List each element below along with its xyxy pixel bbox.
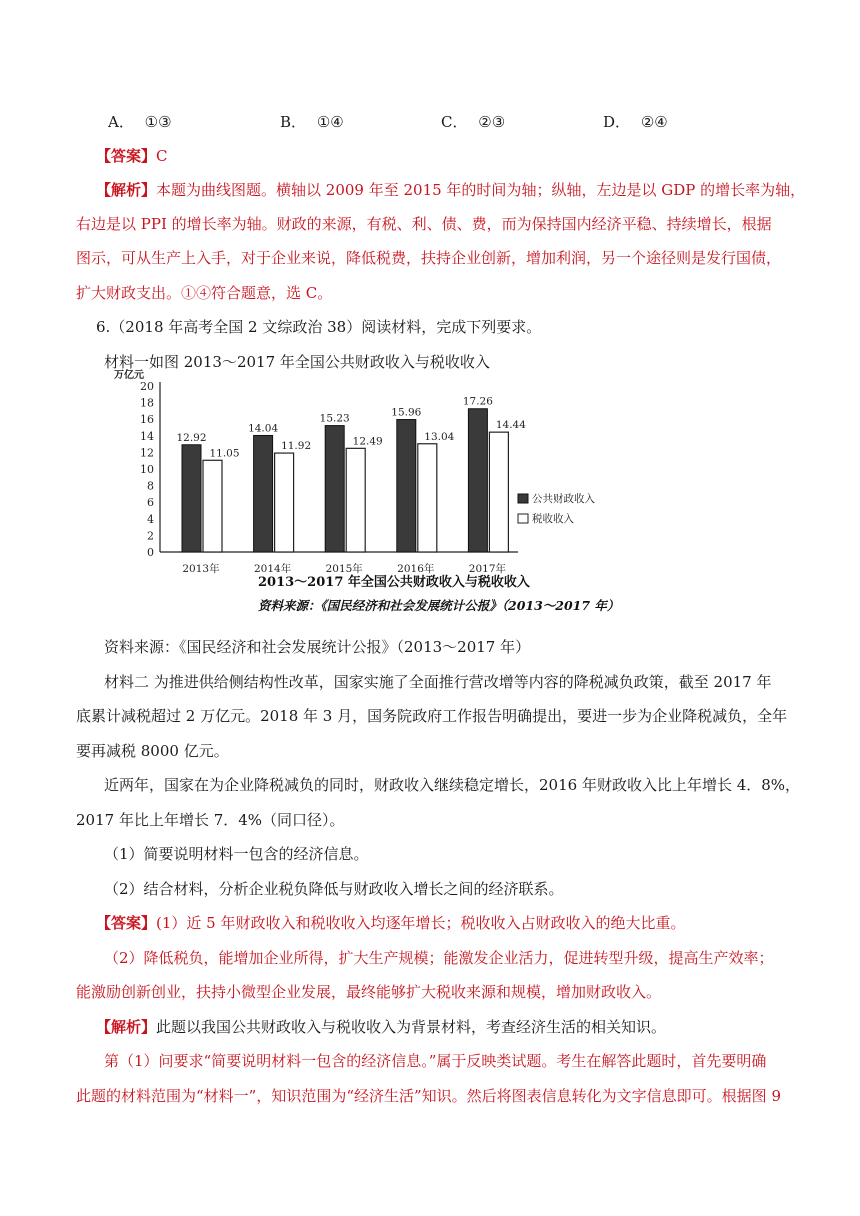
analysis6-line: 第（1）问要求“简要说明材料一包含的经济信息。”属于反映类试题。考生在解答此题时，首先要明确: [104, 1052, 767, 1070]
question-title: 6.（2018 年高考全国 2 文综政治 38）阅读材料，完成下列要求。: [96, 318, 542, 336]
y-tick-label: 4: [147, 512, 154, 526]
y-tick-label: 18: [140, 396, 154, 410]
material2-line: 材料二 为推进供给侧结构性改革，国家实施了全面推行营改增等内容的降税减负政策，截至 2017 年: [104, 673, 772, 691]
x-tick-label: 2017年: [468, 563, 507, 575]
analysis-text: 本题为曲线图题。横轴以 2009 年至 2015 年的时间为轴；纵轴，左边是以 GDP 的增长率为轴，: [156, 181, 806, 199]
bar-chart: [110, 364, 650, 624]
bar-public-revenue: [182, 445, 201, 552]
option-letter: B．: [280, 113, 307, 131]
option-text: ②③: [478, 113, 506, 131]
data-label: 13.04: [424, 430, 455, 443]
answer6-line: （2）降低税负，能增加企业所得，扩大生产规模；能激发企业活力，促进转型升级，提高生产效率；: [104, 949, 774, 967]
analysis-line: 扩大财政支出。①④符合题意，选 C。: [76, 284, 333, 302]
analysis-line: 图示，可从生产上入手，对于企业来说，降低税费，扶持企业创新，增加利润，另一个途径则是发行国债，: [76, 249, 782, 267]
y-tick-label: 20: [140, 380, 154, 393]
option-a: [108, 111, 172, 132]
analysis6-text: 此题以我国公共财政收入与税收收入为背景材料，考查经济生活的相关知识。: [156, 1018, 667, 1036]
material2-line: 底累计减税超过 2 万亿元。2018 年 3 月，国务院政府工作报告明确提出，要进一步为企业降税减负，全年: [76, 707, 788, 725]
analysis6-label: 【解析】: [96, 1018, 157, 1036]
y-tick-label: 12: [140, 446, 154, 460]
bar-tax-revenue: [418, 444, 437, 552]
option-c: [441, 111, 505, 132]
x-tick-label: 2016年: [397, 563, 435, 575]
answer6-label: 【答案】: [96, 914, 157, 932]
option-text: ①④: [316, 113, 344, 131]
y-tick-label: 2: [147, 529, 154, 543]
bar-tax-revenue: [275, 453, 294, 552]
chart-caption: 2013～2017 年全国公共财政收入与税收收入: [258, 575, 530, 590]
answer-line: [96, 146, 168, 166]
bar-public-revenue: [254, 435, 273, 552]
y-tick-label: 6: [147, 496, 154, 510]
x-tick-label: 2014年: [253, 563, 292, 575]
data-label: 12.92: [176, 431, 207, 444]
data-label: 12.49: [352, 435, 383, 448]
sub-question-2: （2）结合材料，分析企业税负降低与财政收入增长之间的经济联系。: [104, 880, 564, 898]
analysis-line: [96, 180, 805, 200]
data-label: 14.44: [495, 419, 526, 432]
bar-tax-revenue: [346, 448, 365, 552]
data-label: 17.26: [462, 395, 493, 408]
bar-chart-svg: [110, 364, 650, 624]
option-letter: D．: [603, 113, 631, 131]
y-tick-label: 16: [140, 413, 154, 427]
legend-swatch-public-revenue: [518, 494, 528, 503]
data-label: 15.23: [319, 412, 350, 425]
answer-value: C: [156, 147, 168, 165]
option-letter: C．: [441, 113, 468, 131]
bar-public-revenue: [468, 409, 487, 552]
analysis-line: 右边是以 PPI 的增长率为轴。财政的来源，有税、利、债、费，而为保持国内经济平稳、持续增长，根据: [76, 215, 772, 233]
option-letter: A．: [108, 113, 134, 131]
analysis6-line: 此题的材料范围为“材料一”，知识范围为“经济生活”知识。然后将图表信息转化为文字信息即可。根据图 9: [76, 1087, 781, 1105]
material2-line: 要再减税 8000 亿元。: [76, 742, 229, 760]
x-tick-label: 2013年: [182, 563, 220, 575]
bar-public-revenue: [325, 426, 344, 552]
legend-label-tax-revenue: 税收收入: [532, 513, 574, 525]
analysis6-line: [96, 1017, 666, 1037]
unit-label: 万亿元: [114, 370, 144, 381]
x-tick-label: 2015年: [325, 563, 363, 575]
option-b: [280, 111, 344, 132]
material3-line: 2017 年比上年增长 7．4%（同口径）。: [76, 811, 345, 829]
answer6-line: [96, 913, 686, 933]
y-tick-label: 10: [140, 463, 154, 476]
data-label: 14.04: [248, 422, 279, 435]
data-label: 15.96: [391, 406, 422, 419]
option-text: ②④: [640, 113, 668, 131]
legend-label-public-revenue: 公共财政收入: [532, 493, 595, 505]
sub-question-1: （1）简要说明材料一包含的经济信息。: [104, 845, 369, 863]
answer6-text: (1）近 5 年财政收入和税收收入均逐年增长；税收收入占财政收入的绝大比重。: [156, 914, 686, 932]
y-tick-label: 0: [147, 546, 154, 559]
data-label: 11.05: [209, 447, 240, 460]
legend-swatch-tax-revenue: [518, 514, 528, 523]
material1-caption: 材料一如图 2013～2017 年全国公共财政收入与税收收入: [104, 353, 490, 371]
option-d: [603, 111, 668, 132]
bar-public-revenue: [397, 420, 416, 552]
analysis-label: 【解析】: [96, 181, 157, 199]
data-label: 11.92: [281, 440, 312, 453]
answer6-line: 能激励创新创业，扶持小微型企业发展，最终能够扩大税收来源和规模，增加财政收入。: [76, 983, 662, 1001]
bar-tax-revenue: [203, 460, 222, 552]
option-text: ①③: [144, 113, 172, 131]
chart-source: 资料来源：《国民经济和社会发展统计公报》（2013～2017 年）: [258, 598, 620, 613]
material3-line: 近两年，国家在为企业降税减负的同时，财政收入继续稳定增长，2016 年财政收入比上年增长 4．8%，: [104, 776, 801, 794]
bar-tax-revenue: [489, 432, 508, 552]
y-tick-label: 14: [140, 429, 154, 443]
y-tick-label: 8: [147, 479, 154, 493]
answer-label: 【答案】: [96, 147, 157, 165]
source-line: 资料来源：《国民经济和社会发展统计公报》（2013～2017 年）: [104, 638, 531, 656]
